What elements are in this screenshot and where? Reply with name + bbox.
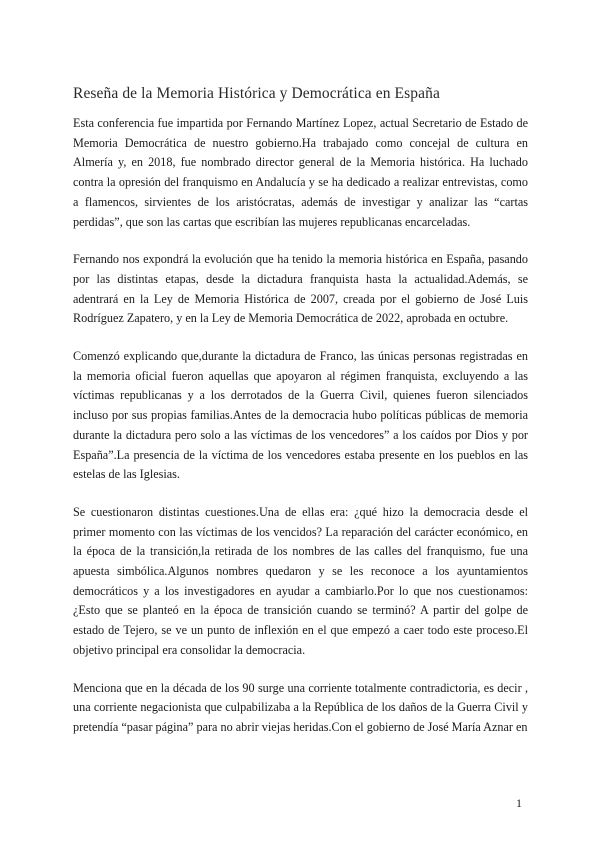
paragraph-5: Menciona que en la década de los 90 surge una corriente totalmente contradictoria, es decir , una corriente negacionista que culpabilizaba a la República de los daños de la Guerra Civil y pretendía “pasar página” para no abrir viejas heridas.Con el gobierno de José María Aznar en bbox=[73, 680, 528, 734]
paragraph-4: Se cuestionaron distintas cuestiones.Una de ellas era: ¿qué hizo la democracia desde el primer momento con las víctimas de los vencidos? La reparación del carácter económico, en la época de la transición,la retirada de los nombres de las calles del franquismo, fue una apuesta simbólica.Algunos nombres quedaron y se les reconoce a los ayuntamientos democráticos y a los investigadores en ayudar a cambiarlo.Por lo que nos cuestionamos: ¿Esto que se planteó en la época de transición cuando se terminó? A partir del golpe de estado de Tejero, se ve un punto de inflexión en el que empezó a caer todo este proceso.El objetivo principal era consolidar la democracia. bbox=[73, 504, 528, 657]
document-body bbox=[73, 114, 528, 756]
paragraph-1: Esta conferencia fue impartida por Fernando Martínez Lopez, actual Secretario de Estado de Memoria Democrática de nuestro gobierno.Ha trabajado como concejal de cultura en Almería y, en 2018, fue nombrado director general de la Memoria histórica. Ha luchado contra la opresión del franquismo en Andalucía y se ha dedicado a realizar entrevistas, como a flamencos, sirvientes de los aristócratas, además de investigar y analizar las “cartas perdidas”, que son las cartas que escribían las mujeres republicanas encarceladas. bbox=[73, 116, 528, 229]
page-number: 1 bbox=[516, 796, 522, 810]
paragraph-2: Fernando nos expondrá la evolución que ha tenido la memoria histórica en España, pasando por las distintas etapas, desde la dictadura franquista hasta la actualidad.Además, se adentrará en la Ley de Memoria Histórica de 2007, creada por el gobierno de José Luis Rodríguez Zapatero, y en la Ley de Memoria Democrática de 2022, aprobada en octubre. bbox=[73, 252, 528, 326]
paragraph-3: Comenzó explicando que,durante la dictadura de Franco, las únicas personas registradas en la memoria oficial fueron aquellas que apoyaron al régimen franquista, excluyendo a las víctimas republicanas y a los derrotados de la Guerra Civil, quienes fueron silenciados incluso por sus propias familias.Antes de la democracia hubo políticas públicas de memoria durante la dictadura pero solo a las víctimas de los vencedores” a los caídos por Dios y por España”.La presencia de la víctima de los vencedores estaba presente en los pueblos en las estelas de las Iglesias. bbox=[73, 349, 528, 482]
document-title: Reseña de la Memoria Histórica y Democrática en España bbox=[73, 85, 440, 102]
